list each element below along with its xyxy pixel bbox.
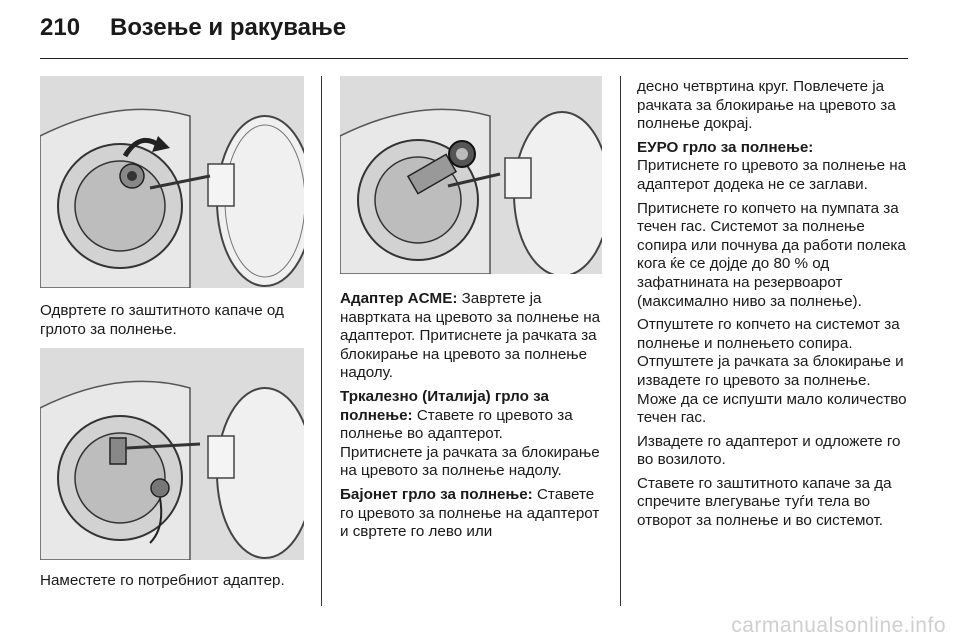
figure-adapter xyxy=(40,348,304,560)
replace-cap-paragraph: Ставете го заштитното капаче за да спречите влегување туѓи тела во отворот за полнење и во системот. xyxy=(637,474,892,530)
italy-paragraph-2: Притиснете ја рачката за блокирање на цревото за полнење надолу. xyxy=(340,443,600,480)
pump-paragraph: Притиснете го копчето на пумпата за течен гас. Системот за полнење сопира или почнува да работи полека кога ќе се дојде до 80 % од зафатнината на резервоарот (максимално ниво за полнење). xyxy=(637,199,906,310)
remove-adapter-paragraph: Извадете го адаптерот и одложете го во возилото. xyxy=(637,432,901,469)
bayonet-heading: Бајонет грло за полнење: xyxy=(340,485,533,503)
acme-text: Завртете ја навртката на цревото за полнење на адаптерот. Притиснете ја рачката за блокирање на цревото за полнење надолу. xyxy=(340,290,601,382)
italy-paragraph xyxy=(340,388,602,444)
bayonet-text: Ставете го цревото за полнење на адаптерот и свртете го лево или xyxy=(340,485,600,541)
adapter-illustration xyxy=(40,348,304,560)
column-1 xyxy=(40,76,304,589)
acme-heading: Адаптер ACME: xyxy=(340,290,458,307)
column-2-text xyxy=(340,290,602,542)
column-3 xyxy=(637,78,909,531)
figure-acme xyxy=(340,76,602,274)
acme-paragraph xyxy=(340,290,602,383)
page-title: Возење и ракување xyxy=(110,14,347,41)
figure-cap-removal xyxy=(40,76,304,288)
watermark: carmanualsonline.info xyxy=(731,614,946,637)
column-2 xyxy=(340,76,602,541)
fuel-cap-illustration xyxy=(40,76,304,288)
header-rule xyxy=(40,58,908,59)
column-divider-2 xyxy=(620,76,621,606)
caption-2: Наместете го потребниот адаптер. xyxy=(40,572,285,589)
caption-1: Одвртете го заштитното капаче од грлото за полнење. xyxy=(40,302,284,338)
euro-heading: ЕУРО грло за полнење: xyxy=(637,138,814,156)
euro-text: Притиснете го цревото за полнење на адаптерот додека не се заглави. xyxy=(637,157,907,193)
acme-adapter-illustration xyxy=(340,76,602,274)
page-header xyxy=(40,14,346,42)
euro-heading-paragraph xyxy=(637,139,909,158)
column-divider-1 xyxy=(321,76,322,606)
release-paragraph: Отпуштете го копчето на системот за полнење и полнењето сопира. Отпуштете ја рачката за блокирање и извадете го цревото за полнење. Може да се испушти мало количество течен гас. xyxy=(637,316,907,427)
italy-heading: Тркалезно (Италија) грло за полнење: xyxy=(340,387,549,424)
page-number: 210 xyxy=(40,14,81,41)
italy-text: Ставете го цревото за полнење во адаптерот. xyxy=(340,406,573,443)
bayonet-paragraph xyxy=(340,486,602,542)
bayonet-continued: десно четвртина круг. Повлечете ја рачката за блокирање на цревото за полнење докрај. xyxy=(637,78,896,133)
